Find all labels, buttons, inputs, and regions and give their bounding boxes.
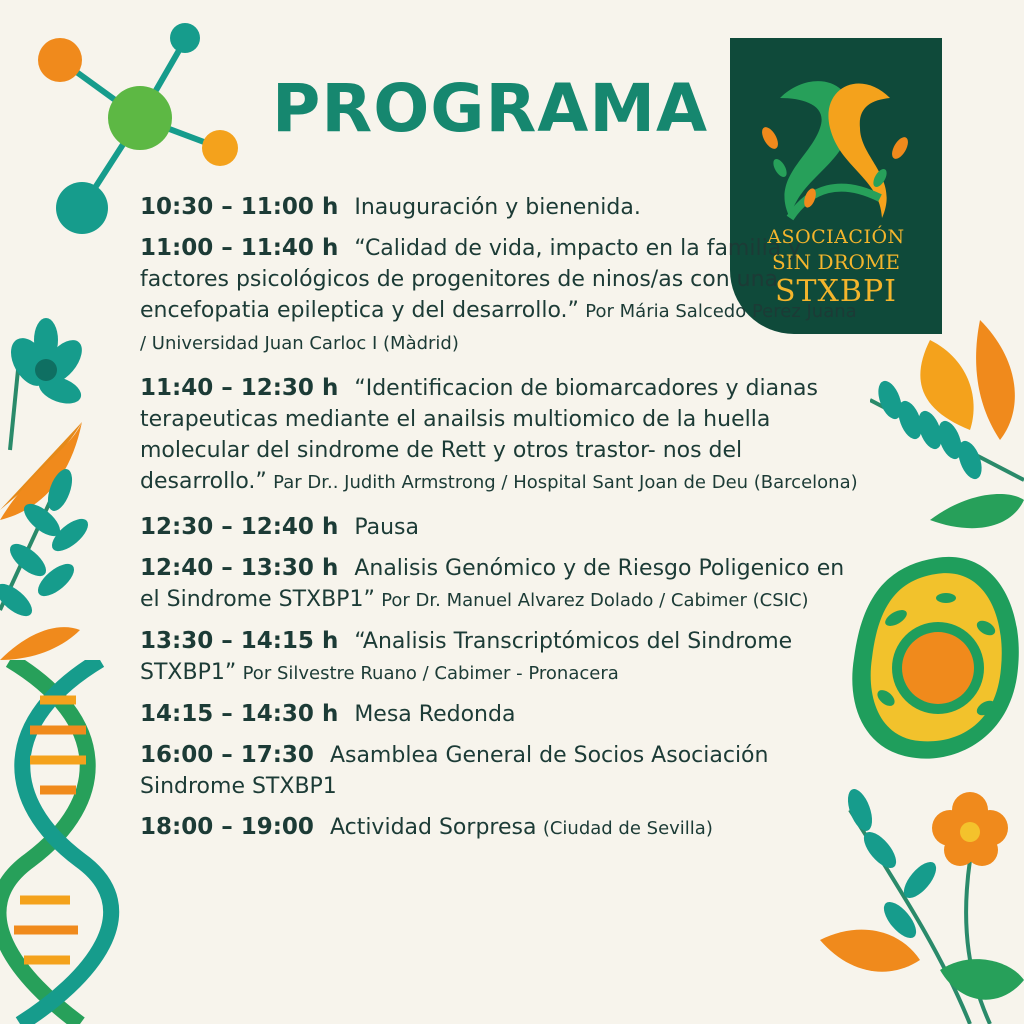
schedule-item	[140, 626, 860, 689]
schedule-speaker: Por Silvestre Ruano / Cabimer - Pronacera	[242, 663, 619, 684]
leaf-icon	[870, 320, 1024, 570]
schedule-item	[140, 553, 860, 616]
schedule-time: 12:30 – 12:40 h	[140, 514, 339, 540]
leaf-icon	[0, 310, 130, 670]
schedule-talk: “Analisis Transcriptómicos del Sindrome STXBP1”	[140, 629, 793, 685]
logo-line-3: STXBPI	[774, 274, 897, 309]
logo-line-1: ASOCIACIÓN	[767, 226, 905, 248]
schedule-time: 16:00 – 17:30	[140, 742, 314, 768]
schedule-item	[140, 233, 860, 359]
schedule-talk: Asamblea General de Socios Asociación Sindrome STXBP1	[140, 743, 769, 799]
schedule-talk: “Identificacion de biomarcadores y dianas terapeuticas mediante el anailsis multiomico de la huella molecular del sindrome de Rett y otros trastor- nos del desarrollo.”	[140, 376, 818, 494]
schedule-item	[140, 812, 860, 844]
page-title: PROGRAMA	[272, 70, 709, 147]
schedule-item	[140, 373, 860, 498]
schedule-time: 13:30 – 14:15 h	[140, 628, 339, 654]
schedule-item	[140, 512, 860, 543]
schedule-time: 18:00 – 19:00	[140, 814, 314, 840]
dna-icon	[0, 660, 140, 1024]
schedule-talk: Analisis Genómico y de Riesgo Poligenico en el Sindrome STXBP1”	[140, 556, 845, 612]
schedule-speaker: Par Dr.. Judith Armstrong / Hospital Sant Joan de Deu (Barcelona)	[273, 472, 858, 493]
logo-line-2: SIN DROME	[771, 250, 901, 274]
schedule-talk: Actividad Sorpresa	[329, 815, 537, 840]
schedule-item	[140, 192, 860, 223]
schedule-talk: Pausa	[354, 515, 419, 540]
cell-icon	[846, 548, 1024, 768]
schedule-talk: “Calidad de vida, impacto en la familia y factores psicológicos de progenitores de ninos/as con una encefopatia epileptica y del desarrollo.”	[140, 236, 802, 323]
schedule-time: 10:30 – 11:00 h	[140, 194, 339, 220]
schedule-time: 11:00 – 11:40 h	[140, 235, 339, 261]
schedule-talk: Mesa Redonda	[354, 702, 516, 727]
schedule-talk: Inauguración y bienenida.	[354, 195, 641, 220]
schedule-time: 14:15 – 14:30 h	[140, 701, 339, 727]
schedule-speaker: Por Mária Salcedo Perez Juana / Universidad Juan Carloc I (Màdrid)	[140, 301, 857, 354]
schedule-time: 11:40 – 12:30 h	[140, 375, 339, 401]
schedule-item	[140, 699, 860, 730]
schedule-speaker: Por Dr. Manuel Alvarez Dolado / Cabimer (CSIC)	[381, 590, 809, 611]
program-schedule	[140, 192, 860, 844]
schedule-item	[140, 740, 860, 802]
schedule-time: 12:40 – 13:30 h	[140, 555, 339, 581]
schedule-location: (Ciudad de Sevilla)	[542, 818, 713, 839]
